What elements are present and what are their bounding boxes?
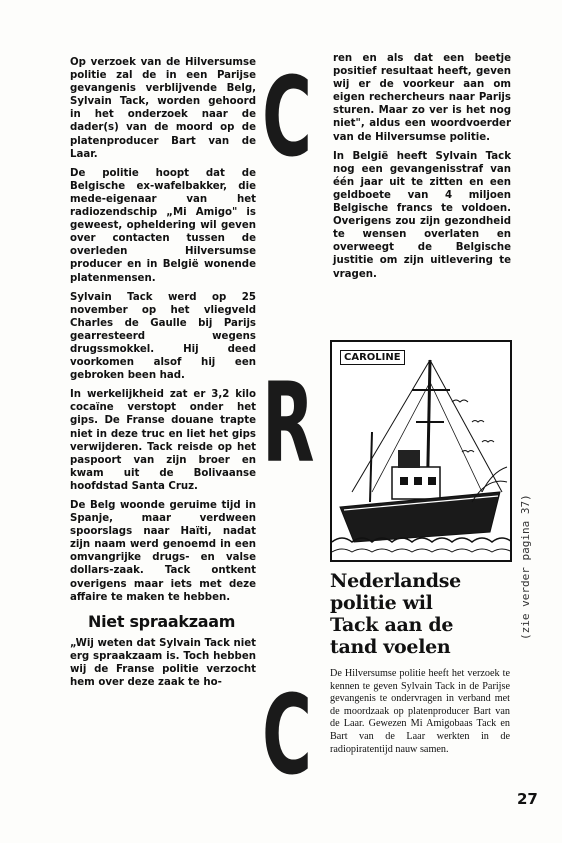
paragraph: In België heeft Sylvain Tack nog een gevangenisstraf van één jaar uit te zitten en een geldboete van 4 miljoen Belgische francs te voldoen. Overigens zou zijn gezondheid te wensen overlaten en overweegt de Belgische justitie om zijn uitlevering te vragen. [333, 150, 511, 280]
paragraph: Op verzoek van de Hilversumse politie zal de in een Parijse gevangenis verblijvende Belg, Sylvain Tack, worden gehoord in het onderzoek naar de dader(s) van de moord op de platenproducer Bart van de Laar. [70, 57, 256, 160]
section-subheading: Niet spraakzaam [88, 611, 236, 631]
article-lead: De Hilversumse politie heeft het verzoek te kennen te geven Sylvain Tack in de Parijse gevangenis te ondervragen in verband met de moordzaak op platenproducer Bart van de Laar. Gewezen Mi Amigobaas Tack en Bart van de Laar werkten in de radiopiratentijd nauw samen. [330, 668, 510, 755]
continued-note: (zie verder pagina 37) [519, 494, 532, 640]
ship-name-sign: CAROLINE [340, 350, 405, 365]
paragraph: Sylvain Tack werd op 25 november op het vliegveld Charles de Gaulle bij Parijs gearresteerd wegens drugssmokkel. Hij deed voorkomen alsof hij een gebroken been had. [70, 291, 256, 382]
crc-letter-r: R [262, 359, 315, 487]
headline-line: politie wil [330, 592, 433, 614]
page-number: 27 [517, 790, 538, 808]
ship-illustration [330, 340, 512, 562]
article-headline [330, 570, 510, 658]
headline-line: Tack aan de [330, 614, 454, 636]
headline-line: tand voelen [330, 636, 451, 658]
paragraph: „Wij weten dat Sylvain Tack niet erg spraakzaam is. Toch hebben wij de Franse politie verzocht hem over deze zaak te ho- [70, 637, 256, 689]
crc-letter-c-top: C [262, 53, 313, 181]
left-article-column [70, 56, 256, 695]
ship-drawing [332, 342, 510, 560]
paragraph: De politie hoopt dat de Belgische ex-wafelbakker, die mede-eigenaar van het radiozendschip „Mi Amigo" is geweest, opheldering wil geven over contacten tussen de overleden Hilversumse producer en in België wonende platenmensen. [70, 167, 256, 284]
paragraph: In werkelijkheid zat er 3,2 kilo cocaïne verstopt onder het gips. De Franse douane trapte niet in deze truc en liet het gips verwijderen. Tack reisde op het paspoort van zijn broer en kwam uit de Bolivaanse hoofdstad Santa Cruz. [70, 389, 256, 492]
headline-line: Nederlandse [330, 570, 461, 592]
paragraph: ren en als dat een beetje positief resultaat heeft, geven wij er de voorkeur aan om eigen rechercheurs naar Parijs sturen. Maar zo ver is het nog niet", aldus een woordvoerder van de Hilversumse politie. [333, 53, 511, 143]
crc-letter-c-bottom: C [262, 671, 313, 799]
paragraph: De Belg woonde geruime tijd in Spanje, maar verdween spoorslags naar Haïti, nadat zijn naam werd genoemd in een omvangrijke drugs- en valse dollars-zaak. Tack ontkent overigens maar iets met deze affaire te maken te hebben. [70, 500, 256, 603]
right-article-column [333, 52, 511, 287]
